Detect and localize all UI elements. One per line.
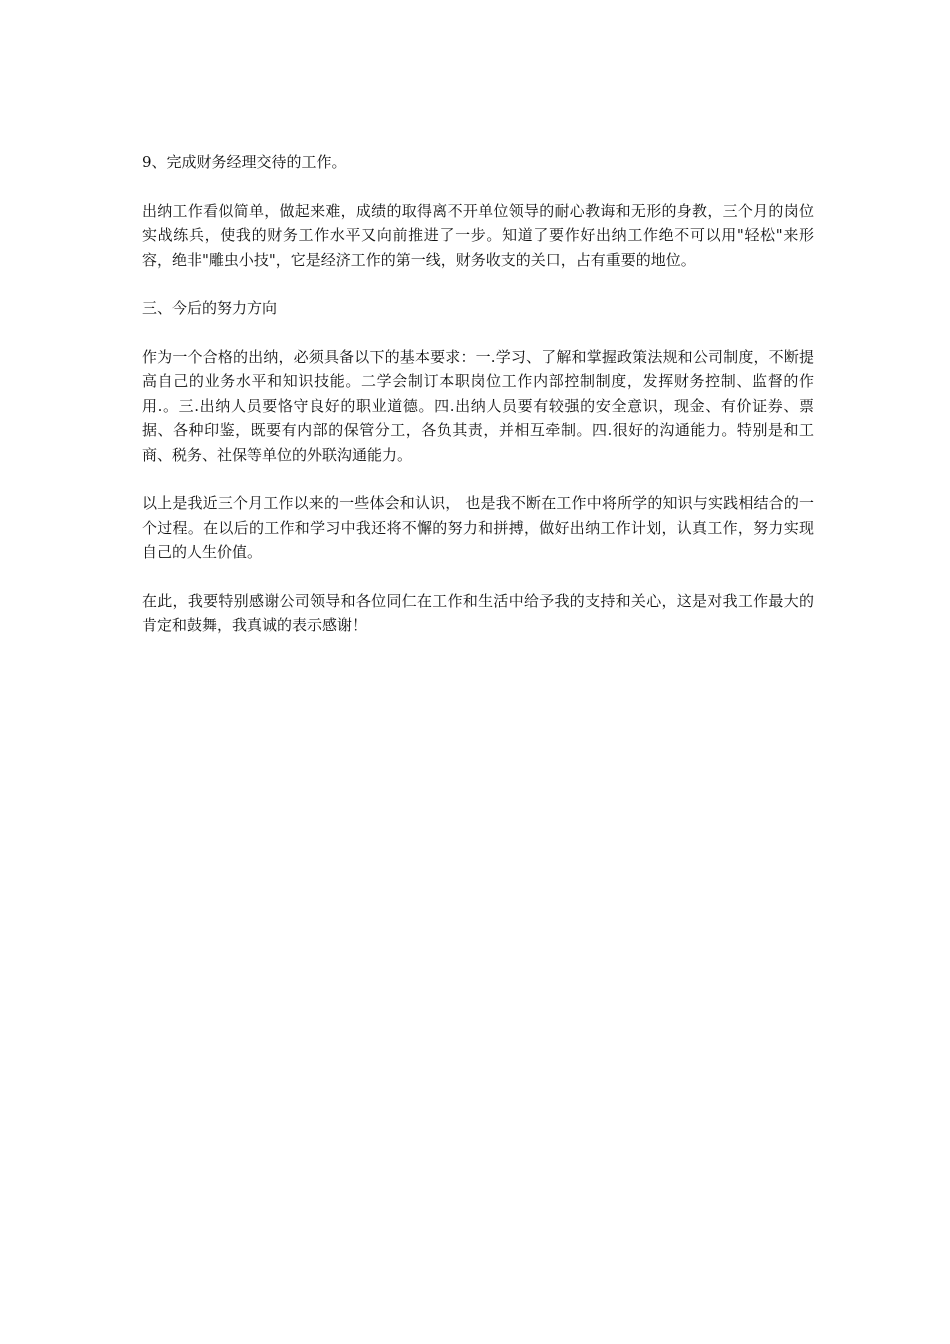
paragraph-cashier-work-summary: 出纳工作看似简单，做起来难，成绩的取得离不开单位领导的耐心教诲和无形的身教，三个月的岗位实战练兵，使我的财务工作水平又向前推进了一步。知道了要作好出纳工作绝不可以用"轻松"来形容，绝非"雕虫小技"，它是经济工作的第一线，财务收支的关口，占有重要的地位。 xyxy=(142,201,814,269)
section-heading-future-direction: 三、今后的努力方向 xyxy=(142,299,278,317)
paragraph-reflection: 以上是我近三个月工作以来的一些体会和认识， 也是我不断在工作中将所学的知识与实践相结合的一个过程。在以后的工作和学习中我还将不懈的努力和拼搏，做好出纳工作计划，认真工作，努力实现自己的人生价值。 xyxy=(142,494,814,561)
paragraph-thanks: 在此，我要特别感谢公司领导和各位同仁在工作和生活中给予我的支持和关心，这是对我工作最大的肯定和鼓舞，我真诚的表示感谢！ xyxy=(142,591,814,634)
paragraph-basic-requirements: 作为一个合格的出纳，必须具备以下的基本要求：一.学习、了解和掌握政策法规和公司制度，不断提高自己的业务水平和知识技能。二学会制订本职岗位工作内部控制制度，发挥财务控制、监督的作用.。三.出纳人员要恪守良好的职业道德。四.出纳人员要有较强的安全意识，现金、有价证券、票据、各种印鉴，既要有内部的保管分工，各负其责，并相互牵制。四.很好的沟通能力。特别是和工商、税务、社保等单位的外联沟通能力。 xyxy=(142,347,814,464)
list-item-9: 9、完成财务经理交待的工作。 xyxy=(142,153,347,171)
document-body xyxy=(142,150,814,662)
